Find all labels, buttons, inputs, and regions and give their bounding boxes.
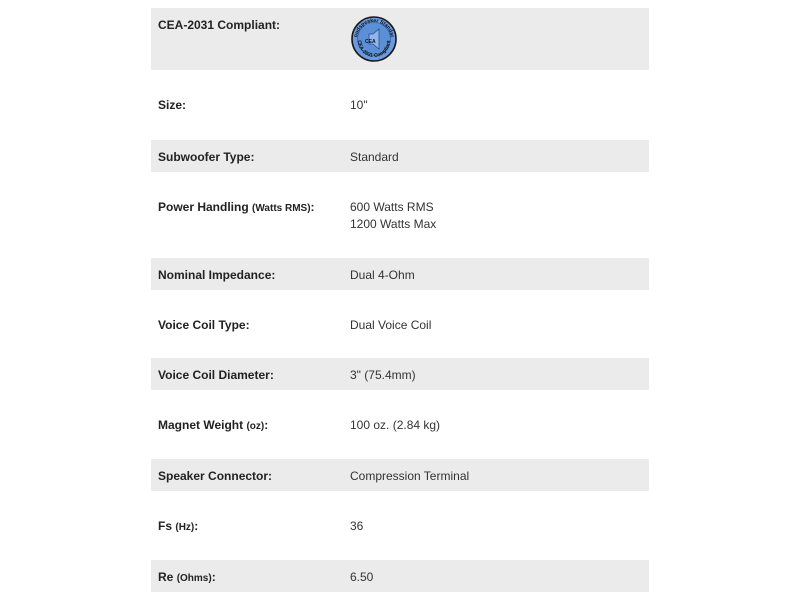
spec-row-voice-coil-diameter xyxy=(151,358,649,390)
spec-row-nominal-impedance xyxy=(151,258,649,290)
spec-value: 6.50 xyxy=(350,570,374,584)
cea-2031-compliant-seal-icon xyxy=(350,15,398,63)
svg-text:Loudspeaker Standard: oudspeaker Standar xyxy=(353,17,395,38)
spec-row-magnet-weight xyxy=(151,390,649,459)
spec-value: 100 oz. (2.84 kg) xyxy=(350,418,441,432)
spec-label: Subwoofer Type: xyxy=(158,150,255,164)
spec-value xyxy=(350,17,398,63)
spec-label: CEA-2031 Compliant: xyxy=(158,18,281,32)
spec-label: Voice Coil Diameter: xyxy=(158,368,274,382)
spec-row-size xyxy=(151,70,649,140)
spec-label: Re (Ohms): xyxy=(158,570,216,584)
spec-value: 36 xyxy=(350,519,364,533)
svg-text:CEA-2031 Compliant: CEA-2031 Compliant xyxy=(355,40,393,60)
spec-value: Standard xyxy=(350,150,399,164)
svg-text:CEA: CEA xyxy=(365,39,376,45)
spec-label: Nominal Impedance: xyxy=(158,268,276,282)
spec-row-power-handling xyxy=(151,172,649,258)
spec-label: Speaker Connector: xyxy=(158,469,273,483)
spec-row-re xyxy=(151,560,649,592)
spec-value: 10" xyxy=(350,98,368,112)
spec-value: Compression Terminal xyxy=(350,469,470,483)
spec-value: Dual Voice Coil xyxy=(350,318,432,332)
spec-label: Magnet Weight (oz): xyxy=(158,418,269,432)
spec-row-speaker-connector xyxy=(151,459,649,491)
spec-value: Dual 4-Ohm xyxy=(350,268,415,282)
spec-value: 600 Watts RMS 1200 Watts Max xyxy=(350,200,437,231)
spec-label: Size: xyxy=(158,98,187,112)
spec-row-cea-2031 xyxy=(151,8,649,70)
spec-label: Fs (Hz): xyxy=(158,519,199,533)
spec-row-voice-coil-type xyxy=(151,290,649,358)
spec-label: Voice Coil Type: xyxy=(158,318,250,332)
spec-label: Power Handling (Watts RMS): xyxy=(158,200,315,214)
specifications-table xyxy=(151,8,649,592)
spec-row-subwoofer-type xyxy=(151,140,649,172)
spec-value: 3" (75.4mm) xyxy=(350,368,416,382)
spec-row-fs xyxy=(151,491,649,560)
